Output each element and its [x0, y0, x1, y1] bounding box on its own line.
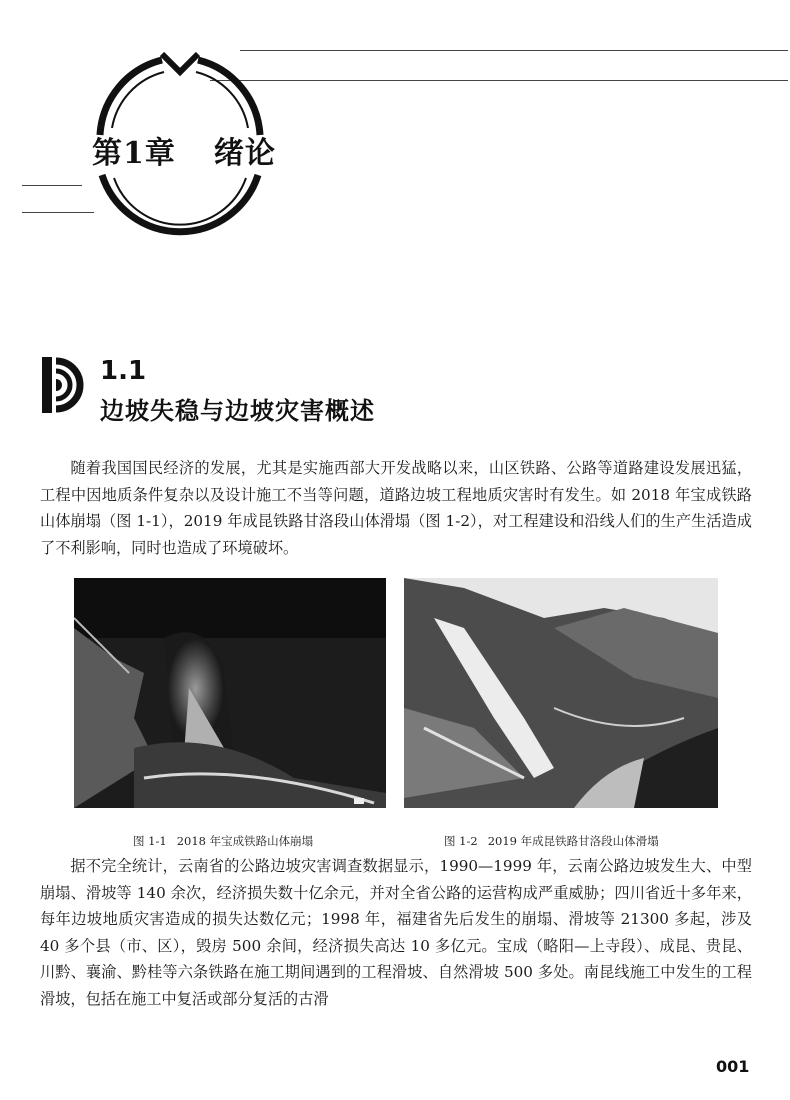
header-rule-top [240, 50, 788, 51]
header-rule-bottom [210, 80, 788, 81]
figure-caption-2 [444, 833, 659, 849]
section-marker-icon [42, 357, 92, 413]
body-paragraph-1: 随着我国国民经济的发展，尤其是实施西部大开发战略以来，山区铁路、公路等道路建设发展迅猛，工程中因地质条件复杂以及设计施工不当等问题，道路边坡工程地质灾害时有发生。如 2018 年宝成铁路山体崩塌（图 1-1），2019 年成昆铁路甘洛段山体滑塌（图 1-2），对工程建设和沿线人们的生产生活造成了不利影响，同时也造成了环境破坏。 [40, 459, 752, 557]
chapter-label: 第1章 [92, 136, 176, 171]
figure-caption-text-2: 2019 年成昆铁路甘洛段山体滑塌 [487, 834, 659, 848]
figure-label-2: 图 1-2 [444, 834, 478, 848]
chapter-title [92, 128, 276, 172]
section-number: 1.1 [100, 356, 147, 386]
section-title: 边坡失稳与边坡灾害概述 [100, 397, 375, 425]
figure-caption-text-1: 2018 年宝成铁路山体崩塌 [176, 834, 314, 848]
chapter-name: 绪论 [213, 136, 276, 171]
figure-label-1: 图 1-1 [133, 834, 167, 848]
page-number: 001 [716, 1057, 750, 1076]
photo-chengkun-landslide [404, 578, 718, 808]
photo-baocheng-rockfall [74, 578, 386, 808]
body-paragraph-2: 据不完全统计，云南省的公路边坡灾害调查数据显示，1990—1999 年，云南公路边坡发生大、中型崩塌、滑坡等 140 余次，经济损失数十亿余元，并对全省公路的运营构成严重威胁；四川省近十多年来，每年边坡地质灾害造成的损失达数亿元；1998 年，福建省先后发生的崩塌、滑坡等 21300 多起，涉及 40 多个县（市、区），毁房 500 余间，经济损失高达 10 多亿元。宝成（略阳—上寺段）、成昆、贵昆、川黔、襄渝、黔桂等六条铁路在施工期间遇到的工程滑坡、自然滑坡 500 多处。南昆线施工中发生的工程滑坡，包括在施工中复活或部分复活的古滑 [40, 857, 752, 1008]
figure-caption-1 [133, 833, 313, 849]
